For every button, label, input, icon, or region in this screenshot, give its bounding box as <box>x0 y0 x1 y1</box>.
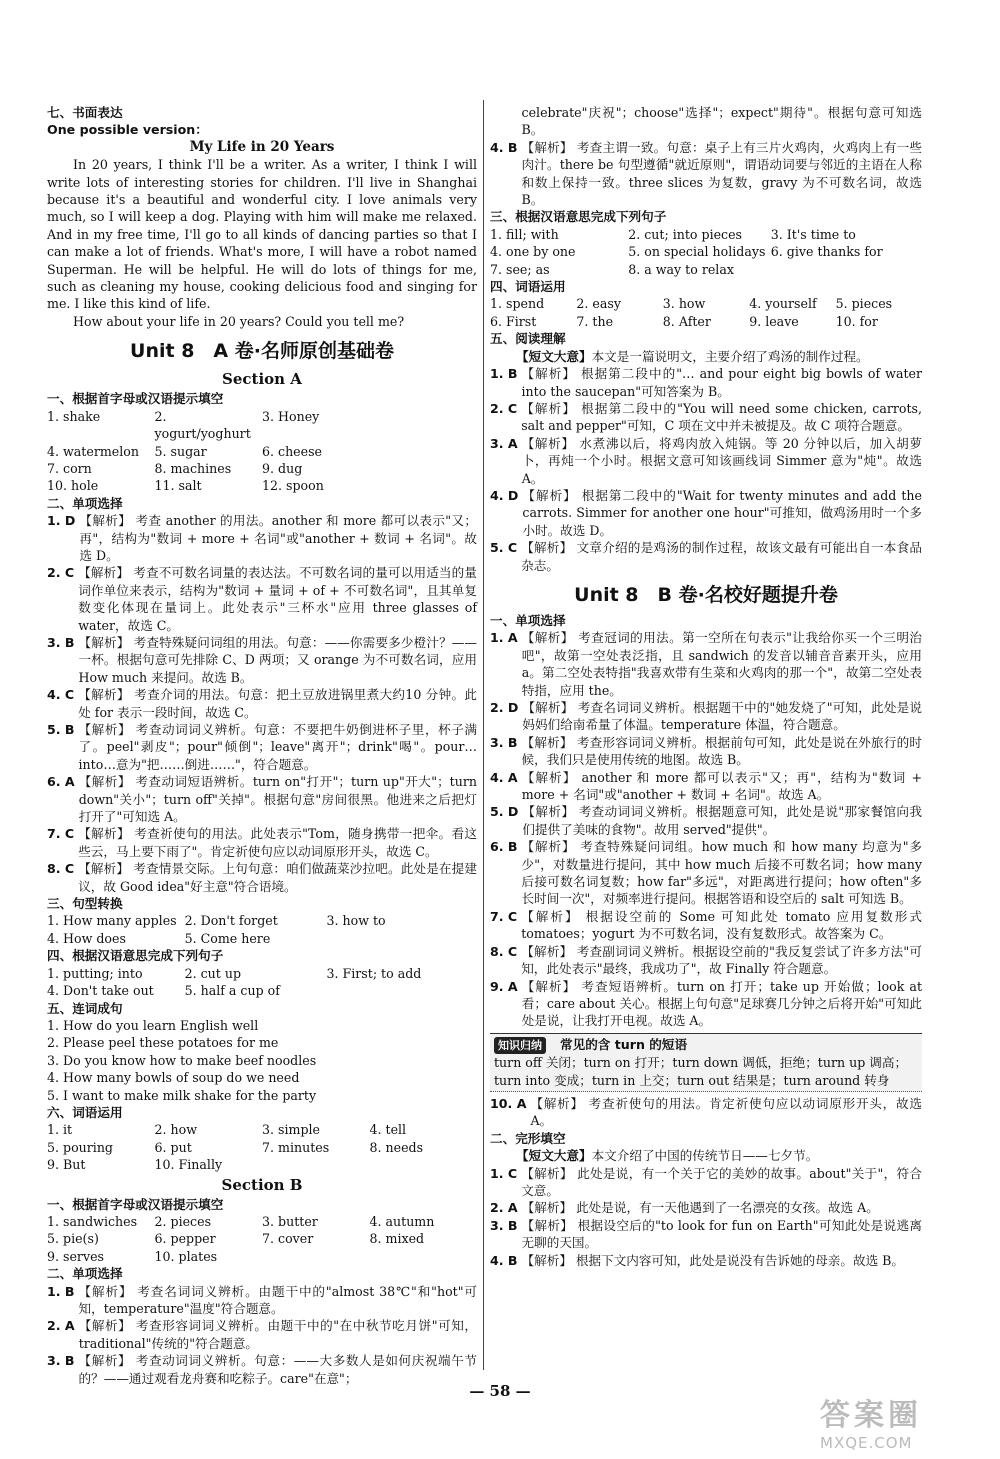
explanation-item: 7. C 【解析】 考查祈使句的用法。此处表示"Tom，随身携带一把伞。看这些云，马上要下雨了"。肯定祈使句应以动词原形开头，故选 C。 <box>47 826 477 859</box>
watermark-domain: MXQE.COM <box>820 1434 913 1452</box>
b5-heading: 五、阅读理解 <box>490 331 566 347</box>
answer: 5. on special holidays <box>628 244 766 260</box>
a4-heading: 四、根据汉语意思完成下列句子 <box>47 948 224 964</box>
explanation-item: 5. C 【解析】 文章介绍的是鸡汤的制作过程，故该文最有可能出自一本食品杂志。 <box>490 540 922 573</box>
b2-heading: 二、单项选择 <box>47 1266 123 1282</box>
answer: 9. leave <box>749 313 799 329</box>
explanation-item: 5. B 【解析】 考查动词词义辨析。句意：不要把牛奶倒进杯子里，杯子满了。peel"剥皮"；pour"倾倒"；leave"离开"；drink"喝"。pour…into…意为"把……倒进……"，符合题意。 <box>47 722 477 772</box>
answer: 10. Finally <box>154 1157 223 1173</box>
answer: 9. serves <box>47 1248 104 1264</box>
explanation-item: 4. D 【解析】 根据第二段中的"Wait for twenty minutes and add the carrots. Simmer for another one hour"可推知，做鸡汤用时一个多小时。故选 D。 <box>490 487 922 538</box>
knowledge-title: 常见的含 turn 的短语 <box>560 1036 688 1052</box>
c2-list <box>490 1165 922 1269</box>
answer: 6. give thanks for <box>770 244 883 260</box>
answer: 5. half a cup of <box>184 983 280 999</box>
answer: 9. dug <box>262 460 303 476</box>
b1-heading: 一、根据首字母或汉语提示填空 <box>47 1196 224 1212</box>
answer: 3. butter <box>262 1213 318 1229</box>
answer: 11. salt <box>154 478 202 494</box>
answer: 3. simple <box>262 1122 320 1138</box>
answer: 8. mixed <box>369 1231 425 1247</box>
answer: 3. how to <box>326 913 386 929</box>
answer: 8. machines <box>154 460 232 476</box>
explanation-item: 3. B 【解析】 根据设空后的"to look for fun on Earth"可知此处是说逃离无聊的天国。 <box>490 1217 922 1251</box>
answer: 4. yourself <box>749 296 817 312</box>
essay-paragraph-1: In 20 years, I think I'll be a writer. As a writer, I think I will write lots of interesting stories for children. I'll live in Shanghai because it's a beautiful and wonderful city. I love animals very much, so I will keep a dog. Playing with him will make me relaxed. And in my free time, I'll go to all kinds of dancing parties so that I can make a lot of friends. What's more, I will have a robot named Superman. He will be helpful. He will do lots of things for me, such as cleaning my house, cooking delicious food and singing for me. I like this kind of life. <box>47 157 477 312</box>
a5-heading: 五、连词成句 <box>47 1000 123 1016</box>
answer: 1. fill; with <box>490 226 559 242</box>
a4-answers <box>47 965 477 1000</box>
answer: 7. see; as <box>490 261 550 277</box>
answer: 2. how <box>154 1122 197 1138</box>
page-number: — 58 — <box>469 1382 531 1400</box>
answer: 2. pieces <box>154 1213 212 1229</box>
explanation-item: 8. C 【解析】 考查副词词义辨析。根据设空前的"我反复尝试了许多方法"可知，此处表示"最终，我成功了"，故 Finally 符合题意。 <box>490 943 922 977</box>
answer: 4. How many bowls of soup do we need <box>47 1070 300 1086</box>
column-divider <box>483 100 484 1370</box>
answer: 3. how <box>662 296 706 312</box>
answer: 9. But <box>47 1157 86 1173</box>
c2-heading: 二、完形填空 <box>490 1130 566 1146</box>
explanation-item: 1. A 【解析】 考查冠词的用法。第一空所在句表示"让我给你买一个三明治吧"，故第一空处表泛指，且 sandwich 的发音以辅音音素开头，应用 a。第二空处表特指"我喜欢带有生菜和火鸡肉的那一个"，故第二空处表特指，应用 the。 <box>490 630 922 698</box>
answer: 7. cover <box>262 1231 314 1247</box>
answer: 10. for <box>835 313 878 329</box>
explanation-item: 7. C 【解析】 根据设空前的 Some 可知此处 tomato 应用复数形式 tomatoes；yogurt 为不可数名词，没有复数形式。故答案为 C。 <box>490 908 922 942</box>
answer: 2. Please peel these potatoes for me <box>47 1035 279 1051</box>
answer: 3. First; to add <box>326 965 422 981</box>
a6-answers <box>47 1121 477 1173</box>
writing-heading: 七、书面表达 <box>47 105 123 120</box>
answer: 10. hole <box>47 478 99 494</box>
answer: 3. It's time to <box>770 226 856 242</box>
explanation-item: 2. A 【解析】 此处是说，有一天他遇到了一名漂亮的女孩。故选 A。 <box>490 1200 879 1216</box>
explanation-item: 3. B 【解析】 考查特殊疑问词组的用法。句意：——你需要多少橙汁？——一杯。根据句意可先排除 C、D 两项；又 orange 为不可数名词，应用 How much 来提问。故选 B。 <box>47 634 477 685</box>
a1-answers <box>47 408 477 495</box>
answer: 7. minutes <box>262 1139 330 1155</box>
answer: 5. I want to make milk shake for the party <box>47 1087 317 1103</box>
b4-heading: 四、词语运用 <box>490 279 566 295</box>
a1-heading: 一、根据首字母或汉语提示填空 <box>47 391 224 407</box>
answer: 2. easy <box>576 296 621 312</box>
explanation-item: 9. A 【解析】 考查短语辨析。turn on 打开；take up 开始做；look at 看；care about 关心。根据上句句意"足球赛几分钟之后将开始"可知此处是说，让我打开电视。故选 A。 <box>490 978 922 1029</box>
essay-paragraph-2: How about your life in 20 years? Could you tell me? <box>73 313 405 329</box>
answer: 1. How many apples <box>47 913 177 929</box>
explanation-item: 4. B 【解析】 根据下文内容可知，此处是说没有告诉她的母亲。故选 B。 <box>490 1252 905 1268</box>
answer: 5. sugar <box>154 443 207 459</box>
answer: 1. How do you learn English well <box>47 1017 259 1033</box>
explanation-item: 2. C 【解析】 根据第二段中的"You will need some chicken, carrots, salt and pepper"可知，C 项在文中并未被提及。故 C 项符合题意。 <box>490 400 922 434</box>
b5-summary: 【短文大意】本文是一篇说明文，主要介绍了鸡汤的制作过程。 <box>516 348 869 364</box>
answer: 8. a way to relax <box>628 261 734 277</box>
b5-list <box>490 365 922 574</box>
c1-heading: 一、单项选择 <box>490 612 566 628</box>
knowledge-tag: 知识归纳 <box>494 1037 546 1054</box>
explanation-item: 8. C 【解析】 考查情景交际。上句句意：咱们做蔬菜沙拉吧。此处是在提建议，故 Good idea"好主意"符合语境。 <box>47 861 477 894</box>
explanation-item: 4. A 【解析】 another 和 more 都可以表示"又；再"，结构为"数词 + more + 名词"或"another + 数词 + 名词"。故选 A。 <box>490 769 922 803</box>
answer: 1. it <box>47 1122 73 1138</box>
explanation-item: 1. B 【解析】 考查名词词义辨析。由题干中的"almost 38℃"和"hot"可知，temperature"温度"符合题意。 <box>47 1283 477 1316</box>
explanation-item: 3. A 【解析】 水煮沸以后，将鸡肉放入炖锅。等 20 分钟以后，加入胡萝卜，再炖一个小时。根据文意可知该画线词 Simmer 意为"炖"。故选 A。 <box>490 435 922 486</box>
c2-summary: 【短文大意】本文介绍了中国的传统节日——七夕节。 <box>516 1148 819 1164</box>
answer: 4. autumn <box>369 1213 435 1229</box>
explanation-item: 4. B 【解析】 考查主谓一致。句意：桌子上有三片火鸡肉，火鸡肉上有一些肉汁。there be 句型遵循"就近原则"，谓语动词要与邻近的主语在人称和数上保持一致。three slices 为复数，gravy 为不可数名词，故选 B。 <box>490 139 922 208</box>
answer: 5. pouring <box>47 1139 113 1155</box>
possible-version-label: One possible version： <box>47 122 208 138</box>
answer: 4. tell <box>369 1122 407 1138</box>
answer: 1. sandwiches <box>47 1213 138 1229</box>
answer: 6. put <box>154 1139 192 1155</box>
answer: 1. spend <box>490 296 545 312</box>
explanation-item: 2. D 【解析】 考查名词词义辨析。根据题干中的"她发烧了"可知，此处是说妈妈们给南希量了体温。temperature 体温，符合题意。 <box>490 700 922 733</box>
essay-title: My Life in 20 Years <box>189 138 335 155</box>
explanation-item: 1. B 【解析】 根据第二段中的"… and pour eight big bowls of water into the saucepan"可知答案为 B。 <box>490 366 922 399</box>
answer: 3. Honey <box>262 408 320 424</box>
explanation-item: 10. A 【解析】 考查祈使句的用法。肯定祈使句应以动词原形开头，故选 A。 <box>490 1095 922 1129</box>
knowledge-content: turn off 关闭；turn on 打开；turn down 调低，拒绝；turn up 调高；turn into 变成；turn in 上交；turn out 结果是；turn around 转身 <box>494 1055 908 1088</box>
answer: 6. cheese <box>262 443 323 459</box>
b1-answers <box>47 1213 477 1265</box>
answer: 2. Don't forget <box>184 913 278 929</box>
section-a-title: Section A <box>222 370 302 389</box>
answer: 7. corn <box>47 460 92 476</box>
continued-text: celebrate"庆祝"；choose"选择"；expect"期待"。根据句意可知选 B。 <box>521 105 922 138</box>
explanation-item: 6. A 【解析】 考查动词短语辨析。turn on"打开"；turn up"开大"；turn down"关小"；turn off"关掉"。根据句意"房间很黑。他进来之后把灯打开了"可知选 A。 <box>47 774 477 825</box>
b4-answers <box>490 295 922 330</box>
a5-answers <box>47 1017 477 1104</box>
c1-list <box>490 629 922 1029</box>
watermark-logo <box>820 1390 990 1450</box>
answer: 1. putting; into <box>47 965 143 981</box>
unit-8-b-title: Unit 8 B 卷·名校好题提升卷 <box>574 583 838 606</box>
explanation-item: 1. C 【解析】 此处是说，有一个关于它的美妙的故事。about"关于"，符合文意。 <box>490 1165 922 1198</box>
a2-list <box>47 512 477 895</box>
watermark-text: 答案圈 <box>820 1398 922 1433</box>
b3-heading: 三、根据汉语意思完成下列句子 <box>490 209 667 225</box>
answer: 6. First <box>490 313 537 329</box>
answer: 8. needs <box>369 1139 424 1155</box>
a2-heading: 二、单项选择 <box>47 495 123 511</box>
answer: 10. plates <box>154 1248 218 1264</box>
explanation-item: 2. A 【解析】 考查形容词词义辨析。由题干中的"在中秋节吃月饼"可知，traditional"传统的"符合题意。 <box>47 1318 477 1351</box>
section-b-title: Section B <box>221 1175 303 1194</box>
explanation-item: 3. B 【解析】 考查形容词词义辨析。根据前句可知，此处是说在外旅行的时候，我们只是使用传统的地图。故选 B。 <box>490 734 922 768</box>
answer: 4. How does <box>47 930 126 946</box>
answer: 4. Don't take out <box>47 983 154 999</box>
knowledge-box <box>490 1033 922 1092</box>
a3-heading: 三、句型转换 <box>47 896 123 912</box>
unit-8-a-title: Unit 8 A 卷·名师原创基础卷 <box>130 340 394 363</box>
explanation-item: 6. B 【解析】 考查特殊疑问词组。how much 和 how many 均意为"多少"，对数量进行提问，其中 how much 后接不可数名词；how many 后接可数名词复数；how far"多远"，对距离进行提问；how often"多长时间一次"，对频率进行提问。根据答语和设空后的 salt 可知选 B。 <box>490 839 922 907</box>
answer: 3. Do you know how to make beef noodles <box>47 1052 317 1068</box>
answer: 2. cut up <box>184 965 242 981</box>
answer: 7. the <box>576 313 614 329</box>
answer: 12. spoon <box>262 478 324 494</box>
explanation-item: 5. D 【解析】 考查动词词义辨析。根据题意可知，此处是说"那家餐馆向我们提供了美味的食物"。故用 served"提供"。 <box>490 804 922 837</box>
answer: 2. cut; into pieces <box>628 226 743 242</box>
answer: 8. After <box>662 313 711 329</box>
answer: 5. Come here <box>184 930 271 946</box>
answer: 5. pieces <box>835 296 893 312</box>
b2-list <box>47 1283 477 1387</box>
answer: 4. one by one <box>490 244 576 260</box>
right-column <box>490 104 922 1269</box>
explanation-item: 1. D 【解析】 考查 another 的用法。another 和 more 都可以表示"又；再"，结构为"数词 + more + 名词"或"another + 数词 + 名词"。故选 D。 <box>47 513 477 563</box>
answer: 2. yogurt/yoghurt <box>154 408 251 442</box>
answer: 5. pie(s) <box>47 1231 99 1247</box>
answer: 4. watermelon <box>47 443 139 459</box>
left-column <box>47 104 477 1387</box>
a3-answers <box>47 912 477 947</box>
b3-answers <box>490 226 922 278</box>
answer: 6. pepper <box>154 1231 216 1247</box>
explanation-item: 2. C 【解析】 考查不可数名词量的表达法。不可数名词的量可以用适当的量词作单位来表示，结构为"数词 + 量词 + of + 不可数名词"，且其单复数变化体现在量词上。此处表示"三杯水"应用 three glasses of water，故选 C。 <box>47 565 477 633</box>
a6-heading: 六、词语运用 <box>47 1104 123 1120</box>
explanation-item: 3. B 【解析】 考查动词词义辨析。句意：——大多数人是如何庆祝端午节的？——通过观看龙舟赛和吃粽子。care"在意"； <box>47 1353 477 1386</box>
explanation-item: 4. C 【解析】 考查介词的用法。句意：把土豆放进锅里煮大约10 分钟。此处 for 表示一段时间，故选 C。 <box>47 687 477 720</box>
answer: 1. shake <box>47 408 101 424</box>
